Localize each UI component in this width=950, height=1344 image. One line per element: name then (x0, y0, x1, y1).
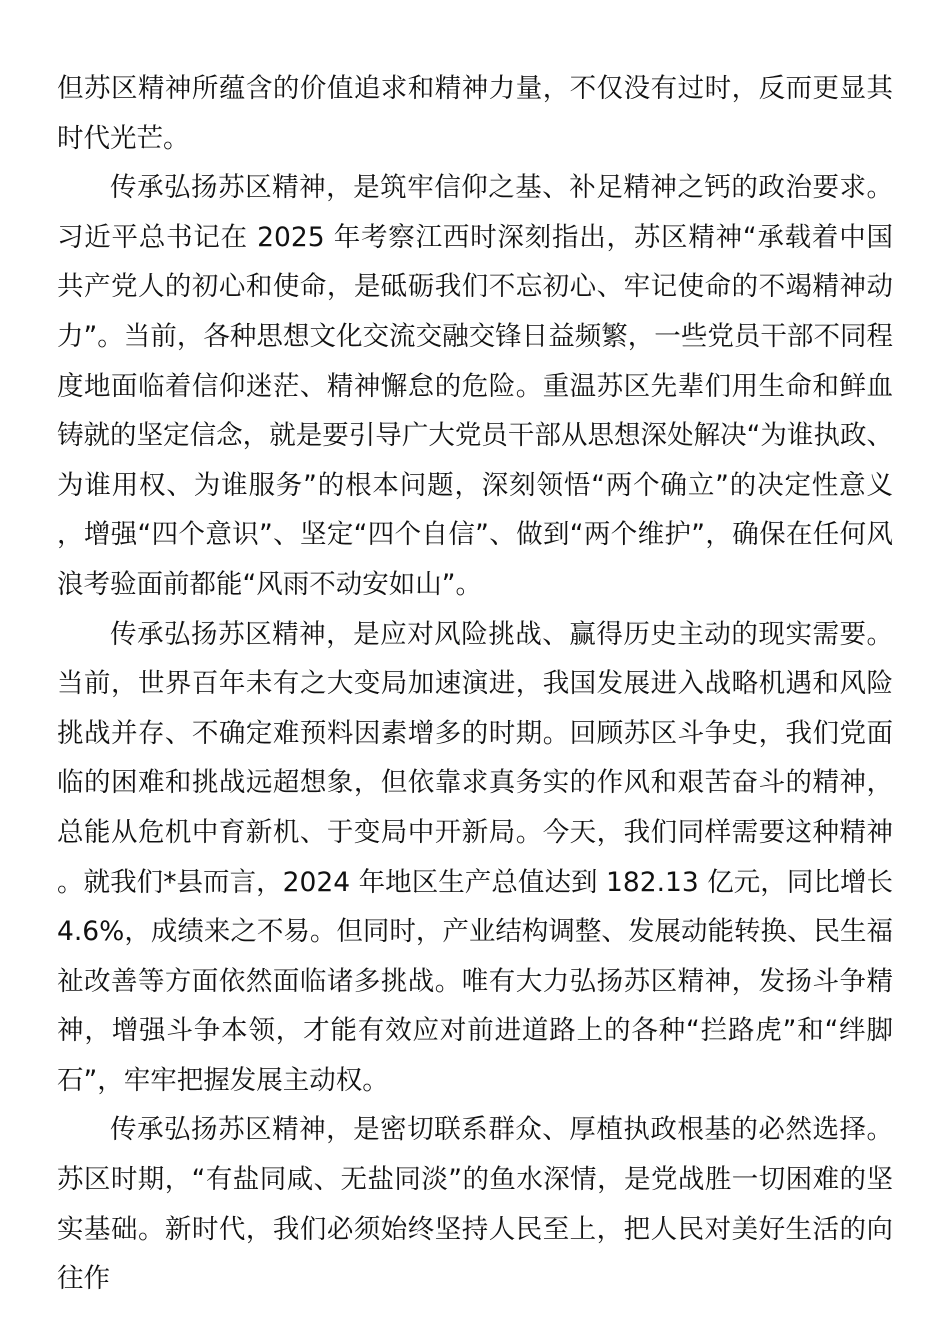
paragraph-3: 传承弘扬苏区精神，是应对风险挑战、赢得历史主动的现实需要。当前，世界百年未有之大变局加速演进，我国发展进入战略机遇和风险挑战并存、不确定难预料因素增多的时期。回顾苏区斗争史，我们党面临的困难和挑战远超想象，但依靠求真务实的作风和艰苦奋斗的精神，总能从危机中育新机、于变局中开新局。今天，我们同样需要这种精神。就我们*县而言，2024 年地区生产总值达到 182.13 亿元，同比增长 4.6%，成绩来之不易。但同时，产业结构调整、发展动能转换、民生福祉改善等方面依然面临诸多挑战。唯有大力弘扬苏区精神，发扬斗争精神，增强斗争本领，才能有效应对前进道路上的各种“拦路虎”和“绊脚石”，牢牢把握发展主动权。 (57, 618, 893, 1096)
paragraph-1: 但苏区精神所蕴含的价值追求和精神力量，不仅没有过时，反而更显其时代光芒。 (57, 73, 893, 154)
document-body (57, 64, 893, 1304)
paragraph-2: 传承弘扬苏区精神，是筑牢信仰之基、补足精神之钙的政治要求。习近平总书记在 2025 年考察江西时深刻指出，苏区精神“承载着中国共产党人的初心和使命，是砥砺我们不忘初心、牢记使命的不竭精神动力”。当前，各种思想文化交流交融交锋日益频繁，一些党员干部不同程度地面临着信仰迷茫、精神懈怠的危险。重温苏区先辈们用生命和鲜血铸就的坚定信念，就是要引导广大党员干部从思想深处解决“为谁执政、为谁用权、为谁服务”的根本问题，深刻领悟“两个确立”的决定性意义，增强“四个意识”、坚定“四个自信”、做到“两个维护”，确保在任何风浪考验面前都能“风雨不动安如山”。 (57, 172, 893, 600)
paragraph-4: 传承弘扬苏区精神，是密切联系群众、厚植执政根基的必然选择。苏区时期，“有盐同咸、无盐同淡”的鱼水深情，是党战胜一切困难的坚实基础。新时代，我们必须始终坚持人民至上，把人民对美好生活的向往作 (57, 1114, 893, 1295)
